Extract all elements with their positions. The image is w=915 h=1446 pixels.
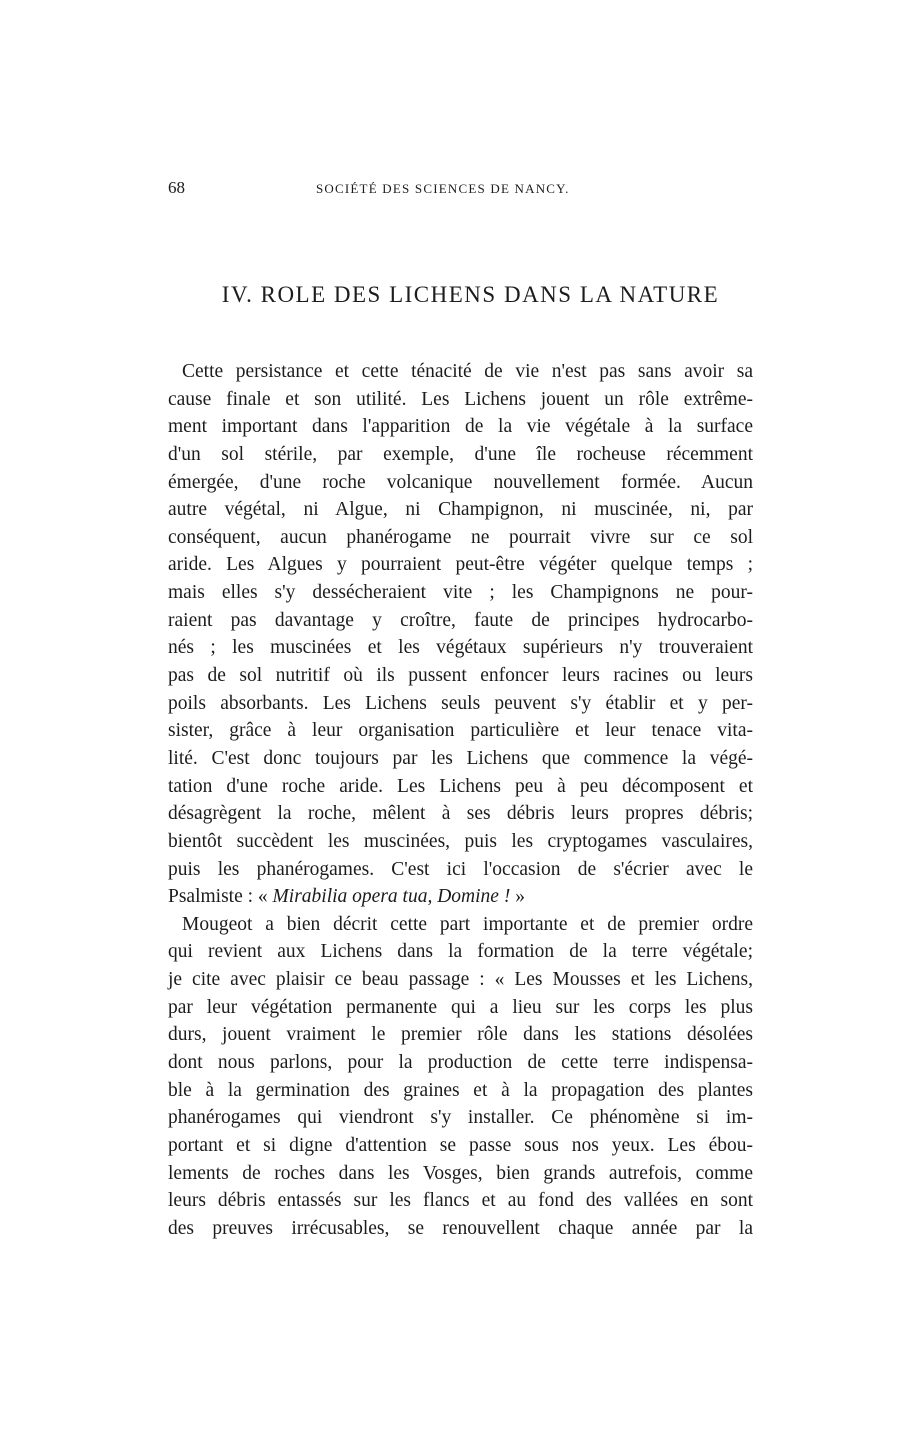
text-line: puis les phanérogames. C'est ici l'occasion de s'écrier avec le (168, 858, 753, 880)
text-line: tation d'une roche aride. Les Lichens peu à peu décomposent et (168, 775, 753, 797)
text-line: raient pas davantage y croître, faute de principes hydrocarbo- (168, 609, 753, 631)
text-line: poils absorbants. Les Lichens seuls peuvent s'y établir et y per- (168, 692, 753, 714)
text-line: d'un sol stérile, par exemple, d'une île rocheuse récemment (168, 443, 753, 465)
text-line: lité. C'est donc toujours par les Lichens que commence la végé- (168, 747, 753, 769)
text-line: Cette persistance et cette ténacité de vie n'est pas sans avoir sa (182, 361, 753, 382)
text-line: ble à la germination des graines et à la propagation des plantes (168, 1079, 753, 1101)
text-line: leurs débris entassés sur les flancs et au fond des vallées en sont (168, 1190, 753, 1212)
final-line-suffix: » (510, 886, 525, 908)
text-line: par leur végétation permanente qui a lieu sur les corps les plus (168, 996, 753, 1018)
text-line: aride. Les Algues y pourraient peut-être végéter quelque temps ; (168, 554, 753, 576)
text-line: bientôt succèdent les muscinées, puis les cryptogames vasculaires, (168, 830, 753, 852)
final-line-prefix: Psalmiste : « (168, 886, 273, 908)
running-title: SOCIÉTÉ DES SCIENCES DE NANCY. (316, 181, 570, 196)
text-line: Mougeot a bien décrit cette part importante et de premier ordre (182, 913, 753, 935)
latin-quotation: Mirabilia opera tua, Domine ! (272, 886, 511, 908)
text-line: je cite avec plaisir ce beau passage : « Les Mousses et les Lichens, (168, 969, 753, 991)
page-number: 68 (168, 178, 185, 197)
text-line: nés ; les muscinées et les végétaux supérieurs n'y trouveraient (168, 637, 753, 659)
text-line: conséquent, aucun phanérogame ne pourrait vivre sur ce sol (168, 526, 753, 548)
paragraph-1 (168, 358, 753, 911)
text-line: sister, grâce à leur organisation particulière et leur tenace vita- (168, 720, 753, 742)
text-line: qui revient aux Lichens dans la formation de la terre végétale; (168, 941, 753, 963)
text-line: autre végétal, ni Algue, ni Champignon, ni muscinée, ni, par (168, 499, 753, 521)
text-line: phanérogames qui viendront s'y installer. Ce phénomène si im- (168, 1107, 753, 1129)
text-line: émergée, d'une roche volcanique nouvellement formée. Aucun (168, 471, 753, 493)
text-line: ment important dans l'apparition de la vie végétale à la surface (168, 416, 753, 438)
text-line: désagrègent la roche, mêlent à ses débris leurs propres débris; (168, 803, 753, 825)
text-line: pas de sol nutritif où ils pussent enfoncer leurs racines ou leurs (168, 665, 753, 687)
text-line: des preuves irrécusables, se renouvellent chaque année par la (168, 1217, 753, 1239)
text-line: portant et si digne d'attention se passe sous nos yeux. Les ébou- (168, 1134, 753, 1156)
section-heading: IV. ROLE DES LICHENS DANS LA NATURE (221, 282, 720, 307)
body-text (168, 358, 753, 1243)
running-head (168, 178, 753, 200)
text-line: mais elles s'y dessécheraient vite ; les Champignons ne pour- (168, 582, 753, 604)
text-line: dont nous parlons, pour la production de cette terre indispensa- (168, 1052, 753, 1074)
text-line-final (168, 883, 753, 911)
paragraph-2 (168, 911, 753, 1243)
text-line: lements de roches dans les Vosges, bien grands autrefois, comme (168, 1162, 753, 1184)
text-line: durs, jouent vraiment le premier rôle dans les stations désolées (168, 1024, 753, 1046)
text-line: cause finale et son utilité. Les Lichens jouent un rôle extrême- (168, 388, 753, 410)
